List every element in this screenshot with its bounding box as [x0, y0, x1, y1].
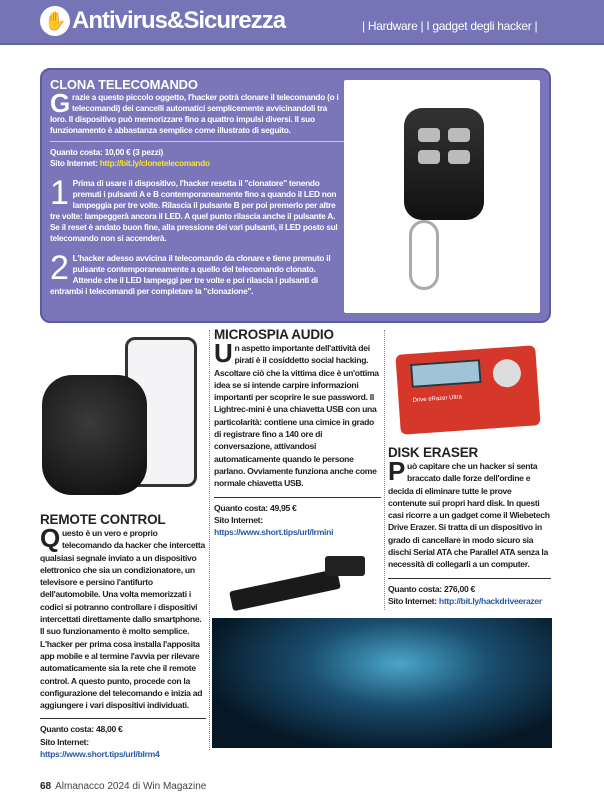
divider: [214, 497, 381, 498]
divider: [50, 141, 345, 142]
key-fob-image: [404, 108, 484, 220]
usb-stick-photo: [225, 550, 375, 614]
site-link[interactable]: http://bit.ly/clonetelecomando: [99, 158, 210, 168]
step-number: 1: [50, 174, 69, 212]
remote-control-article: [40, 512, 206, 760]
microspia-text: n aspetto importante dell'attività dei pirati è il cosiddetto social hacking. Ascoltare ciò che la vittima dice è un'ottima idea se si intende carpire informazioni importanti per scoprire le sue password. Il Lightrec-mini è una chiavetta USB con una particolarità: contiene una cimice in grado di registrare fino a 140 ore di conversazione, attivandosi automaticamente quando le persone parlano. Ovviamente funziona anche come normale chiavetta USB.: [214, 343, 379, 489]
site-link[interactable]: http://bit.ly/hackdriveerazer: [438, 595, 542, 606]
drop-cap: U: [214, 338, 233, 368]
clona-site: [50, 158, 345, 169]
step-text: Prima di usare il dispositivo, l'hacker resetta il "clonatore" tenendo premuti i pulsanti A e B contemporaneamente fino a quando il LED non lampeggia per tre volte. Rilascia il pulsante B per poi premerlo per altre tre volte: lampeggerà ancora il LED. A quel punto rilascia anche il pulsante A. Se il reset è andato buon fine, alla pressione dei vari pulsanti, il LED posto sul telecomando non si accenderà.: [50, 178, 338, 243]
page-number: 68: [40, 781, 52, 792]
disk-price: Quanto costa: 276,00 €: [388, 583, 476, 594]
remote-control-photo: [40, 335, 206, 507]
clona-title: CLONA TELECOMANDO: [50, 77, 198, 92]
intro-text: razie a questo piccolo oggetto, l'hacker potrà clonare il telecomando (o i telecomandi) dei cancelli automatici semplicemente avvicinandoli tra loro. Il dispositivo può memorizzare fino a quattro impulsi diversi. Il suo funzionamento è abbastanza semplice come illustrato di seguito.: [50, 92, 339, 135]
disk-text: uò capitare che un hacker si senta braccato dalle forze dell'ordine e decida di eliminare tutte le prove contenute sui propri hard disk. In questi casi ricorre a un gadget come il Wiebetech Drive Erazer. Si tratta di un dispositivo in grado di cancellare in modo sicuro sia dischi Serial ATA che Parallel ATA senza la necessità di collegarli a un computer.: [388, 461, 550, 570]
divider: [388, 578, 551, 579]
step-text: L'hacker adesso avvicina il telecomando da clonare e tiene premuto il pulsante contemporaneamente a quello del telecomando clonato. Attende che il LED lampeggi per tre volte e poi rilascia i pulsanti di entrambi i telecomandi per completare la "clonazione".: [50, 253, 331, 296]
clona-price: Quanto costa: 10,00 € (3 pezzi): [50, 147, 164, 157]
disk-eraser-article: [388, 445, 551, 607]
step-2: [50, 249, 345, 297]
keyring-image: [409, 220, 439, 290]
clona-intro: [50, 88, 345, 136]
microspia-title: MICROSPIA AUDIO: [214, 327, 334, 342]
divider: [40, 718, 206, 719]
site-label: Sito Internet:: [50, 158, 100, 168]
breadcrumb: | Hardware | I gadget degli hacker |: [362, 19, 538, 33]
disk-title: DISK ERASER: [388, 445, 479, 460]
step-1: [50, 174, 345, 244]
site-link[interactable]: https://www.short.tips/url/lrmini: [214, 527, 334, 538]
drop-cap: G: [50, 88, 70, 118]
brand-title: Antivirus&Sicurezza: [72, 7, 286, 34]
publication-name: Almanacco 2024 di Win Magazine: [55, 781, 207, 792]
microspia-article: [214, 327, 381, 538]
drop-cap: Q: [40, 523, 60, 553]
column-divider: [209, 330, 210, 750]
device-label: Drive eRazer Ultra: [412, 394, 463, 404]
wrench-hand-icon: ✋: [40, 6, 70, 36]
site-label: Sito Internet:: [40, 736, 89, 747]
drop-cap: P: [388, 456, 406, 486]
step-number: 2: [50, 249, 69, 287]
remote-title: REMOTE CONTROL: [40, 512, 166, 527]
microspia-price: Quanto costa: 49,95 €: [214, 502, 297, 513]
site-link[interactable]: https://www.short.tips/url/blrm4: [40, 749, 160, 760]
hacker-laptop-photo: [212, 618, 552, 748]
column-divider: [384, 330, 385, 610]
page-footer: [40, 781, 206, 792]
site-label: Sito Internet:: [388, 595, 439, 606]
section-header: [0, 0, 604, 45]
remote-cloner-photo: [344, 80, 540, 313]
site-label: Sito Internet:: [214, 514, 263, 525]
remote-text: uesto è un vero e proprio telecomando da hacker che intercetta qualsiasi segnale inviato a un dispositivo elettronico che sia un condizionatore, un televisore e persino l'antifurto dell'automobile. Una volta memorizzati i codici si potranno controllare i dispositivi intercettati direttamente dallo smartphone. Il suo funzionamento è molto semplice. L'hacker per prima cosa installa l'apposita app mobile e al termine l'avvia per rilevare automaticamente sia la rete che il remote control. A questo punto, procede con la configurazione del telecomando e inizia ad aggiungere i vari dispositivi individuati.: [40, 528, 205, 711]
remote-price: Quanto costa: 48,00 €: [40, 724, 123, 735]
clona-telecomando-box: [40, 68, 551, 323]
brand-logo: [40, 6, 285, 36]
drive-eraser-photo: [390, 345, 550, 440]
